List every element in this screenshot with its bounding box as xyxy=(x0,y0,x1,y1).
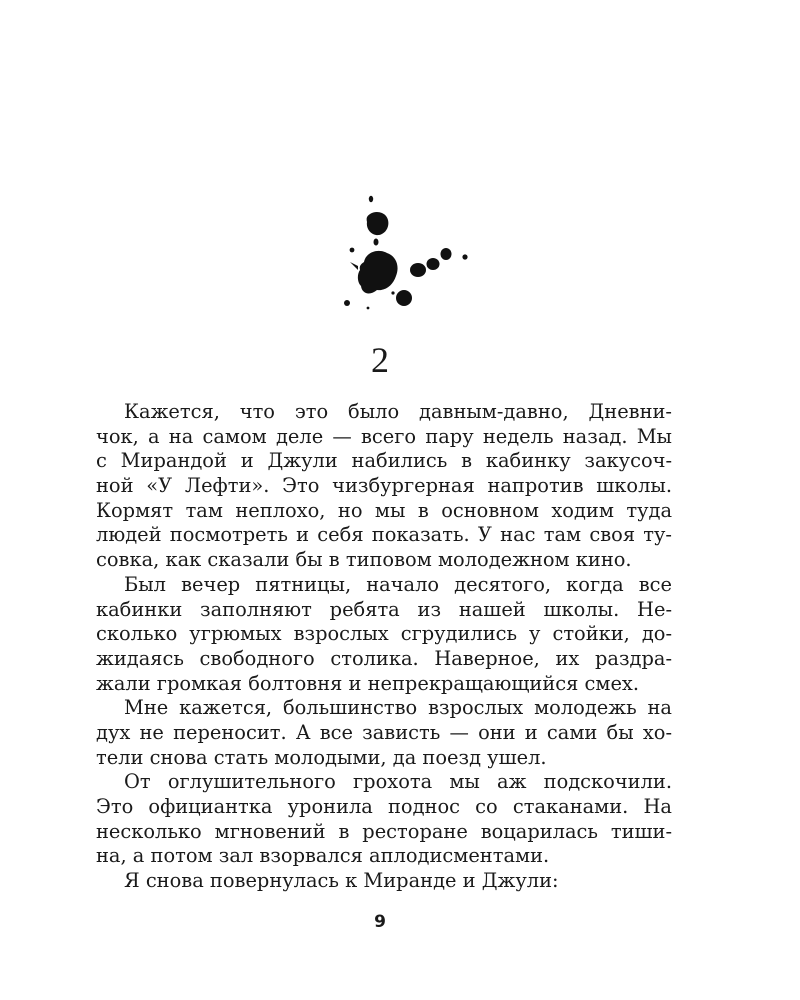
text-line: на, а потом зал взорвался аплодисментами. xyxy=(96,844,550,868)
text-line: Я снова повернулась к Миранде и Джули: xyxy=(124,869,559,893)
text-line: Это официантка уронила поднос со стаканами. На xyxy=(96,795,672,818)
text-line: От оглушительного грохота мы аж подскочили. xyxy=(124,770,672,794)
text-line: сколько угрюмых взрослых сгрудились у стойки, до- xyxy=(96,622,672,646)
page-number: 9 xyxy=(374,912,386,932)
text-line: жидаясь свободного столика. Наверное, их раздра- xyxy=(96,646,672,670)
text-line: Кажется, что это было давным-давно, Дневни- xyxy=(124,400,672,423)
text-line: Мне кажется, большинство взрослых молодежь на xyxy=(124,696,672,720)
text-line: чок, а на самом деле — всего пару недель назад. Мы xyxy=(96,424,672,448)
text-line: людей посмотреть и себя показать. У нас там своя ту- xyxy=(96,523,672,547)
text-line: Кормят там неплохо, но мы в основном ходим туда xyxy=(96,498,672,522)
text-line: жали громкая болтовня и непрекращающийся смех. xyxy=(96,671,640,695)
text-line: дух не переносит. А все зависть — они и сами бы хо- xyxy=(96,720,672,744)
text-line: ной «У Лефти». Это чизбургерная напротив школы. xyxy=(96,474,672,498)
text-line: несколько мгновений в ресторане воцарилась тиши- xyxy=(96,819,672,843)
text-line: тели снова стать молодыми, да поезд ушел. xyxy=(96,745,547,769)
body-text xyxy=(96,400,672,894)
text-line: совка, как сказали бы в типовом молодежном кино. xyxy=(96,548,632,572)
text-line: с Мирандой и Джули набились в кабинку закусоч- xyxy=(96,449,672,473)
chapter-number: 2 xyxy=(371,340,389,380)
ink-splatter-icon xyxy=(330,190,480,330)
text-line: Был вечер пятницы, начало десятого, когда все xyxy=(124,572,672,596)
text-line: кабинки заполняют ребята из нашей школы. Не- xyxy=(96,597,672,621)
